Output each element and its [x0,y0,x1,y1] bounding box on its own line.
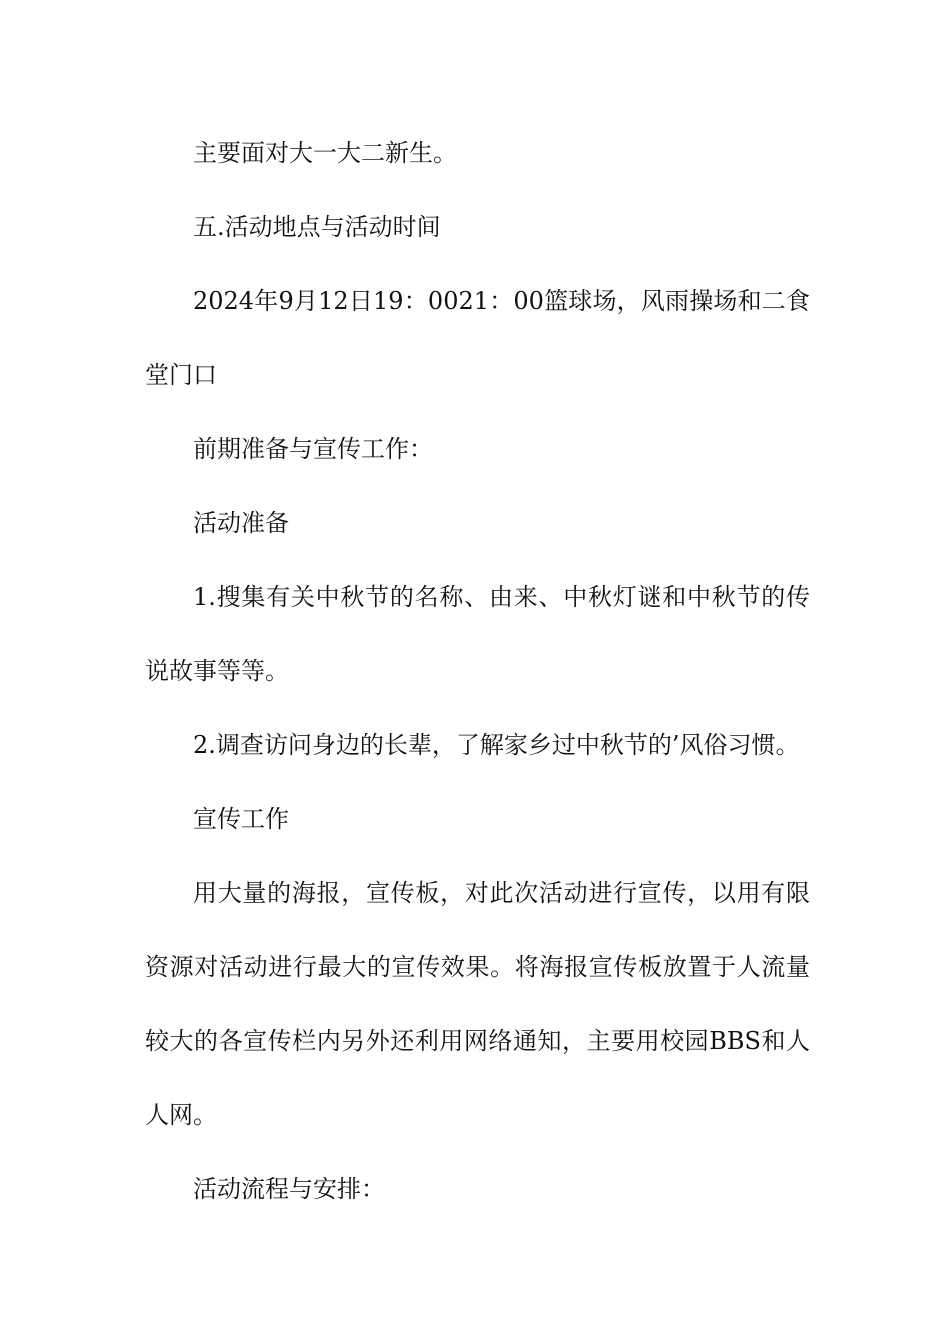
heading-location-time: 五.活动地点与活动时间 [193,213,441,241]
heading-preparation-publicity: 前期准备与宣传工作： [193,435,433,463]
heading-activity-process: 活动流程与安排： [193,1175,385,1203]
list-item-interview-elders: 2.调查访问身边的长辈，了解家乡过中秋节的’风俗习惯。 [193,731,800,759]
list-item-collect-info: 1.搜集有关中秋节的名称、由来、中秋灯谜和中秋节的传说故事等等。 [145,583,810,685]
paragraph-publicity-details: 用大量的海报，宣传板，对此次活动进行宣传，以用有限资源对活动进行最大的宣传效果。将海报宣传板放置于人流量较大的各宣传栏内另外还利用网络通知，主要用校园BBS和人人网。 [145,879,810,1129]
subheading-activity-preparation: 活动准备 [193,509,289,537]
document-body [145,116,810,1226]
paragraph-audience: 主要面对大一大二新生。 [193,139,457,167]
paragraph-date-venue: 2024年9月12日19：0021：00篮球场，风雨操场和二食堂门口 [145,287,810,389]
subheading-publicity-work: 宣传工作 [193,805,289,833]
